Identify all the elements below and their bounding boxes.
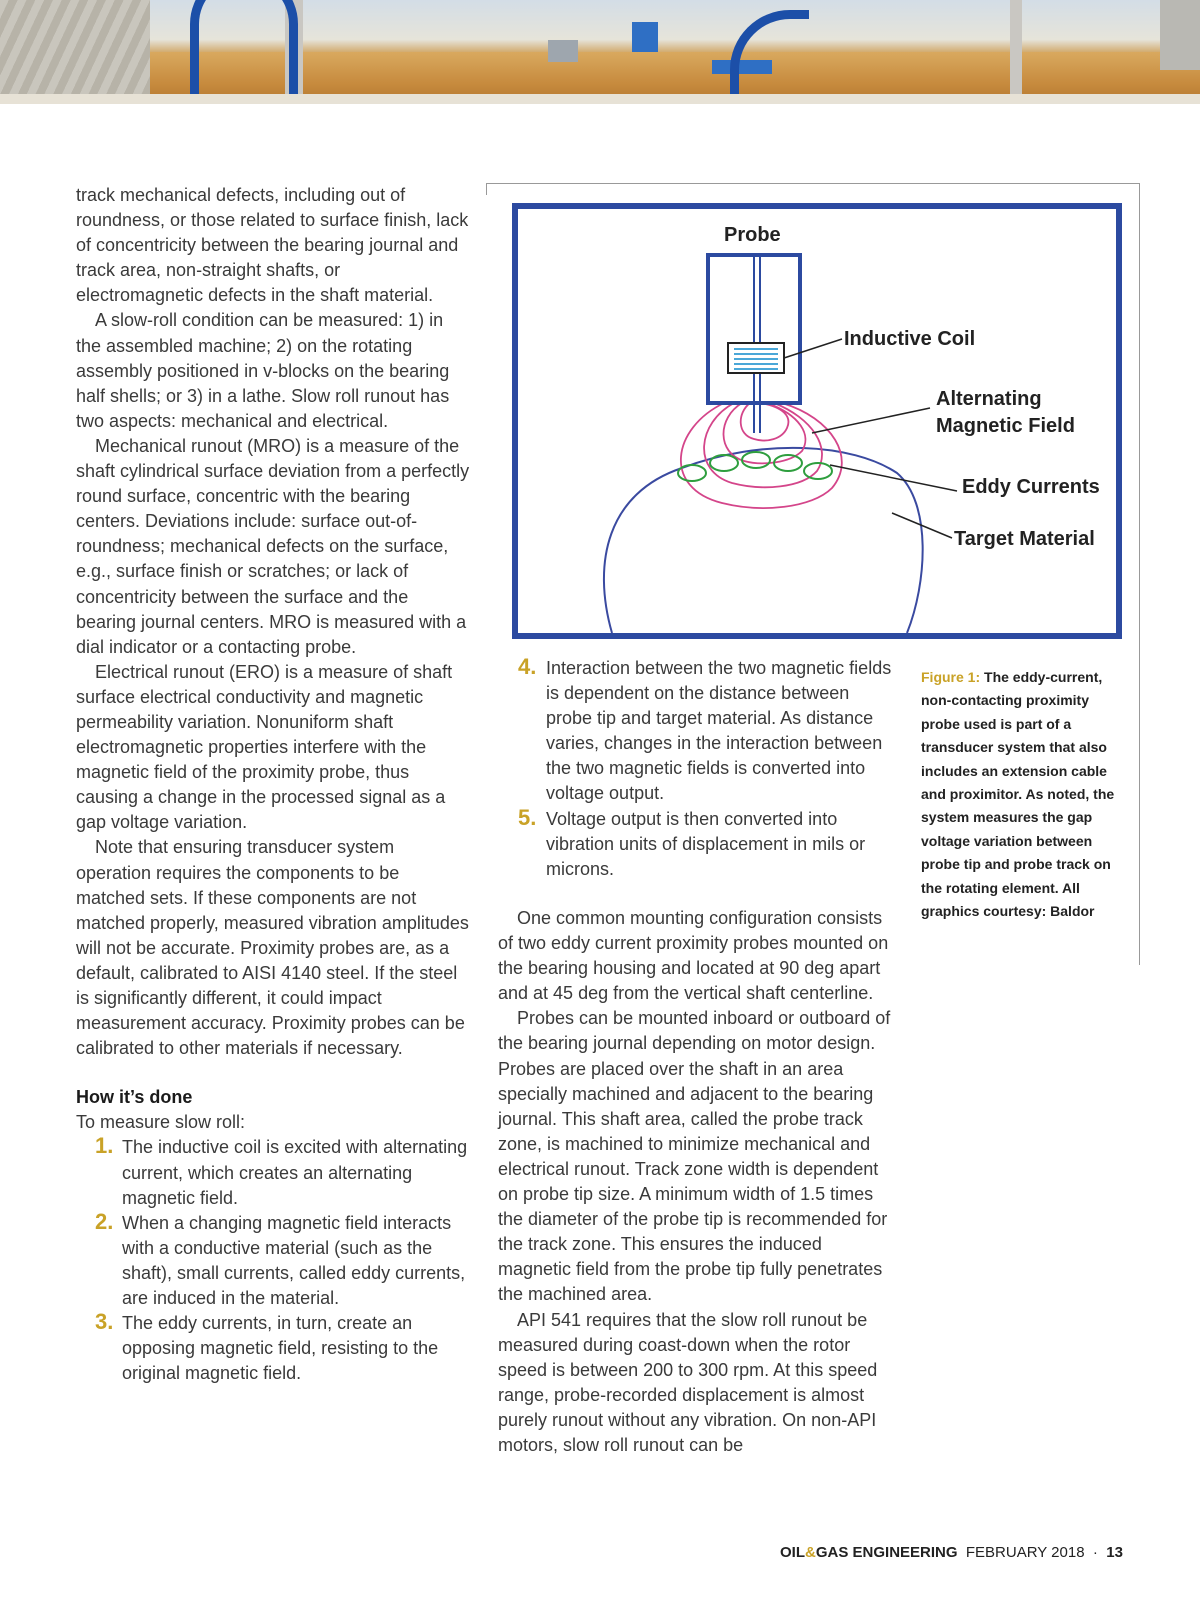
brand-ampersand: & (805, 1544, 816, 1561)
step-number: 5. (518, 804, 537, 830)
step-text: The eddy currents, in turn, create an opposing magnetic field, resisting to the original magnetic field. (122, 1313, 439, 1384)
paragraph: A slow-roll condition can be measured: 1) in the assembled machine; 2) on the rotating assembly positioned in v-blocks on the bearing half shells; or 3) in a lathe. Slow roll runout has two aspects: mechanical and electrical. (76, 310, 450, 431)
step-text: Interaction between the two magnetic fields is dependent on the distance between probe tip and target material. As distance varies, changes in the interaction between the two magnetic fields is converted into voltage output. (546, 658, 892, 804)
step-item (498, 656, 898, 807)
step-item (498, 804, 898, 882)
paragraph: Electrical runout (ERO) is a measure of shaft surface electrical conductivity and magnetic permeability variation. Nonuniform shaft electromagnetic properties interfere with the magnetic field of the proximity probe, thus causing a change in the processed signal as a gap voltage variation. (76, 661, 453, 833)
eddy-current-diagram (512, 203, 1122, 639)
left-column (76, 183, 472, 1386)
step-text: Voltage output is then converted into vibration units of displacement in mils or microns. (546, 808, 866, 879)
photo-meter (632, 22, 658, 52)
photo-structure (1160, 0, 1200, 70)
page-number: 13 (1106, 1544, 1123, 1561)
photo-tank (0, 0, 150, 100)
photo-stripe (0, 94, 1200, 104)
brand-part: OIL (780, 1544, 805, 1561)
page-footer (780, 1544, 1125, 1561)
brand-part: GAS ENGINEERING (815, 1544, 958, 1561)
photo-pole (1010, 0, 1022, 100)
label-magnetic-field: Magnetic Field (936, 415, 1075, 437)
middle-column (498, 906, 896, 1458)
paragraph: Note that ensuring transducer system operation requires the components to be matched sets. If these components are not matched properly, measured vibration amplitudes will not be accurate. Proximity probes are, as a default, calibrated to AISI 4140 steel. If the steel is significantly different, it could impact measurement accuracy. Proximity probes can be calibrated to other materials if necessary. (76, 837, 469, 1059)
paragraph: API 541 requires that the slow roll runout be measured during coast-down when the rotor speed is between 200 to 300 rpm. At this speed range, probe-recorded displacement is almost purely runout without any vibration. On non-API motors, slow roll runout can be (498, 1309, 878, 1455)
figure-caption-text: The eddy-current, non-contacting proximity probe used is part of a transducer system that also includes an extension cable and proximitor. As noted, the system measures the gap voltage variation between probe tip and probe track on the rotating element. All graphics courtesy: Baldor (921, 669, 1115, 920)
figure-caption-label: Figure 1: (921, 669, 981, 685)
steps-intro: To measure slow roll: (76, 1112, 246, 1133)
figure-frame-line (486, 183, 487, 195)
paragraph: track mechanical defects, including out of roundness, or those related to surface finish, lack of concentricity between the bearing journal and track area, non-straight shafts, or electromagnetic defects in the shaft material. (76, 185, 469, 306)
photo-blue-pipe (190, 0, 298, 104)
step-number: 1. (95, 1133, 114, 1159)
publication-name (780, 1544, 958, 1561)
label-target-material: Target Material (954, 528, 1095, 550)
section-heading: How it’s done (76, 1087, 193, 1108)
paragraph: Mechanical runout (MRO) is a measure of the shaft cylindrical surface deviation from a perfectly round surface, concentric with the bearing centers. Deviations include: surface out-of-roundness; mechanical defects on the surface, e.g., surface finish or scratches; or lack of concentricity between the surface and the bearing journal centers. MRO is measured with a dial indicator or a contacting probe. (76, 435, 470, 657)
header-photo (0, 0, 1200, 104)
label-inductive-coil: Inductive Coil (844, 328, 976, 350)
label-probe: Probe (724, 224, 781, 246)
step-item (76, 1311, 472, 1386)
figure-caption (921, 666, 1131, 923)
photo-building (548, 40, 578, 62)
step-item (76, 1135, 472, 1210)
label-eddy-currents: Eddy Currents (962, 476, 1100, 498)
step-number: 3. (95, 1309, 114, 1335)
label-alternating: Alternating (936, 388, 1042, 410)
step-item (76, 1208, 472, 1311)
figure-frame-line (1139, 183, 1140, 965)
issue-date: FEBRUARY 2018 (965, 1544, 1085, 1561)
step-number: 4. (518, 654, 537, 679)
paragraph: Probes can be mounted inboard or outboard of the bearing journal depending on motor design. Probes are placed over the shaft in an area specially machined and adjacent to the bearing journal. This shaft area, called the probe track zone, is machined to minimize mechanical and electrical runout. Track zone width is dependent on probe tip size. A minimum width of 1.5 times the diameter of the probe tip is recommended for the track zone. This ensures the induced magnetic field from the probe tip fully penetrates the machined area. (498, 1008, 891, 1305)
paragraph: One common mounting configuration consists of two eddy current proximity probes mounted on the bearing housing and located at 90 deg apart and at 45 deg from the vertical shaft centerline. (498, 908, 889, 1004)
figure-frame-line (486, 183, 1140, 184)
photo-blue-arc (730, 10, 809, 104)
step-text: The inductive coil is excited with alternating current, which creates an alternating magnetic field. (122, 1137, 468, 1208)
footer-separator: · (1092, 1544, 1098, 1561)
step-number: 2. (95, 1208, 114, 1234)
steps-continued (498, 656, 898, 882)
step-text: When a changing magnetic field interacts with a conductive material (such as the shaft), small currents, called eddy currents, are induced in the material. (122, 1212, 466, 1309)
